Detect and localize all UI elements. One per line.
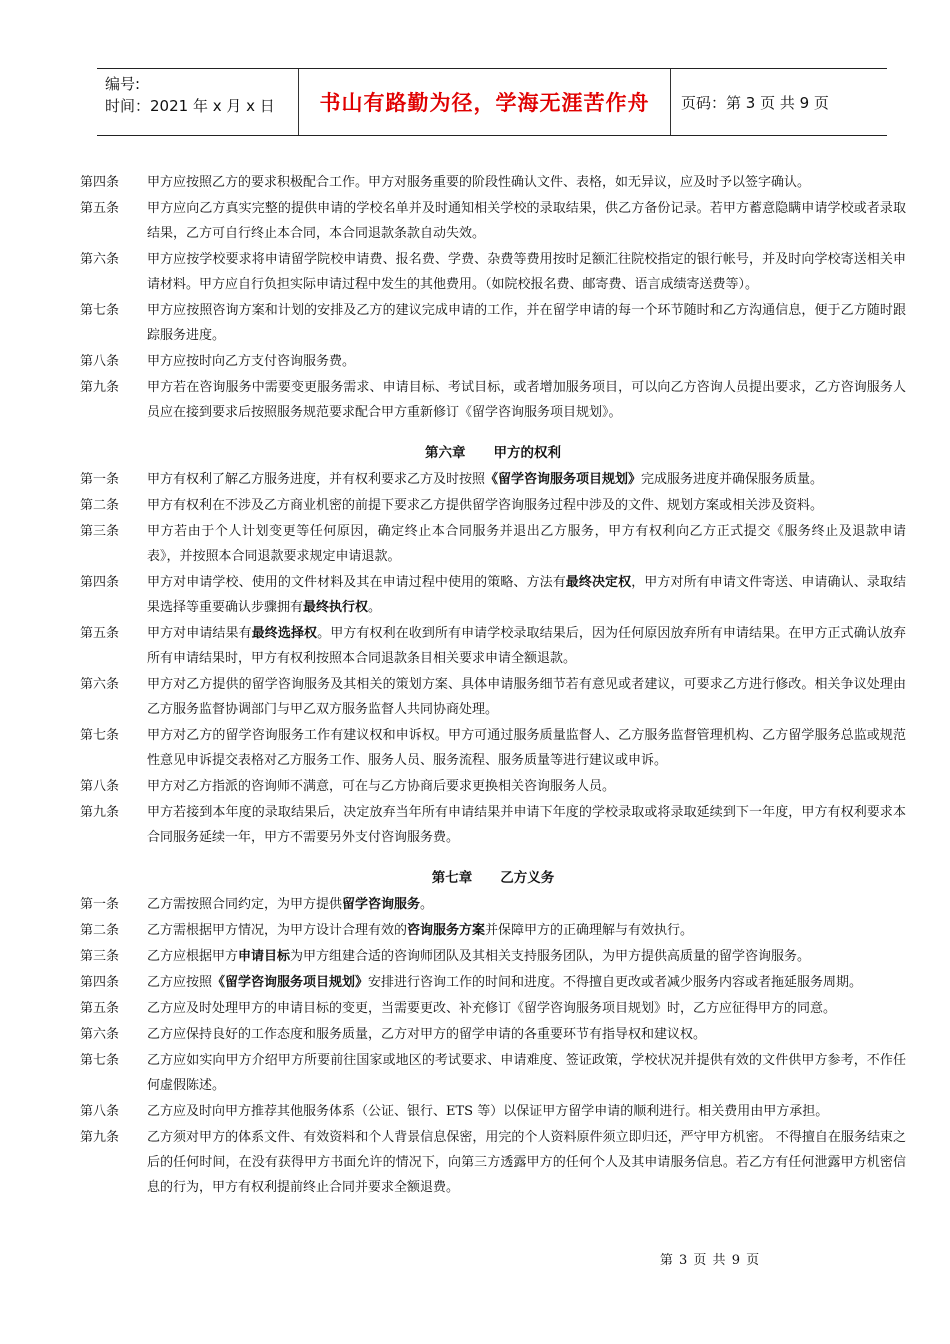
article-number: 第八条 — [80, 354, 120, 369]
article — [80, 996, 906, 1021]
article-text — [147, 349, 906, 374]
chapter-7-title: 乙方义务 — [500, 870, 555, 886]
emphasis-text: 最终选择权 — [251, 626, 318, 641]
header-motto: 书山有路勤为径，学海无涯苦作舟 — [298, 69, 671, 135]
article — [80, 493, 906, 518]
article-number: 第八条 — [80, 779, 120, 794]
text-segment: 甲方对申请学校、使用的文件材料及其在申请过程中使用的策略、方法有 — [147, 575, 566, 590]
article — [80, 375, 906, 425]
page-footer — [0, 1249, 950, 1268]
article — [80, 621, 906, 671]
article-number: 第二条 — [80, 498, 120, 513]
text-segment: 并保障甲方的正确理解与有效执行。 — [485, 923, 694, 938]
chapter-7-heading — [80, 866, 906, 891]
emphasis-text: 最终执行权 — [303, 600, 369, 615]
emphasis-text: 《留学咨询服务项目规划》 — [485, 472, 642, 487]
text-segment: 甲方对申请结果有 — [147, 626, 252, 641]
text-segment: 乙方应如实向甲方介绍甲方所要前往国家或地区的考试要求、申请难度、签证政策，学校状况并提供有效的文件供甲方参考，不作任何虚假陈述。 — [147, 1053, 906, 1093]
text-segment: 为甲方组建合适的咨询师团队及其相关支持服务团队，为甲方提供高质量的留学咨询服务。 — [290, 949, 811, 964]
emphasis-text: 留学咨询服务 — [342, 897, 421, 912]
emphasis-text: 《留学咨询服务项目规划》 — [212, 975, 369, 990]
emphasis-text: 最终决定权 — [565, 575, 632, 590]
article-text — [147, 1099, 906, 1124]
article-number: 第七条 — [80, 1053, 120, 1068]
article-text — [147, 519, 906, 569]
text-segment: 。 — [368, 600, 382, 615]
text-segment: 甲方对乙方指派的咨询师不满意，可在与乙方协商后要求更换相关咨询服务人员。 — [147, 779, 616, 794]
text-segment: 乙方应保持良好的工作态度和服务质量，乙方对甲方的留学申请的各重要环节有指导权和建议权。 — [147, 1027, 707, 1042]
text-segment: 完成服务进度并确保服务质量。 — [641, 472, 824, 487]
article — [80, 170, 906, 195]
article-number: 第三条 — [80, 949, 120, 964]
header-page-label: 页码：第 3 页 共 9 页 — [681, 93, 829, 112]
document-number-label: 编号: — [105, 75, 141, 93]
article-number: 第二条 — [80, 923, 120, 938]
article — [80, 196, 906, 246]
article-number: 第六条 — [80, 252, 120, 267]
text-segment: 乙方须对甲方的体系文件、有效资料和个人背景信息保密，用完的个人资料原件须立即归还，严守甲方机密。 不得擅自在服务结束之后的任何时间，在没有获得甲方书面允许的情况下，向第三方透露甲方的任何个人及其申请服务信息。若乙方有任何泄露甲方机密信息的行为，甲方有权利提前终止合同并要求全额退费。 — [147, 1130, 906, 1195]
article-text — [147, 892, 906, 917]
footer-page-number: 第 3 页 共 9 页 — [659, 1253, 761, 1268]
article-number: 第九条 — [80, 805, 120, 820]
article — [80, 800, 906, 850]
article-number: 第四条 — [80, 975, 120, 990]
article — [80, 467, 906, 492]
text-segment: 安排进行咨询工作的时间和进度。不得擅自更改或者减少服务内容或者拖延服务周期。 — [368, 975, 863, 990]
article — [80, 944, 906, 969]
text-segment: 甲方有权利了解乙方服务进度，并有权利要求乙方及时按照 — [147, 472, 486, 487]
article-number: 第六条 — [80, 677, 120, 692]
article-number: 第九条 — [80, 1130, 120, 1145]
chapter-7-number: 第七章 — [431, 870, 473, 886]
article-text — [147, 1048, 906, 1098]
article-text — [147, 170, 906, 195]
text-segment: 。甲方有权利在收到所有申请学校录取结果后，因为任何原因放弃所有申请结果。在甲方正式确认放弃所有申请结果时，甲方有权利按照本合同退款条目相关要求申请全额退款。 — [147, 626, 906, 666]
page-header — [97, 68, 887, 136]
article — [80, 1022, 906, 1047]
article-text — [147, 493, 906, 518]
text-segment: 甲方应按照咨询方案和计划的安排及乙方的建议完成申请的工作，并在留学申请的每一个环节随时和乙方沟通信息，便于乙方随时跟踪服务进度。 — [147, 303, 906, 343]
article-text — [147, 621, 906, 671]
article — [80, 570, 906, 620]
text-segment: 乙方需按照合同约定，为甲方提供 — [147, 897, 343, 912]
article-text — [147, 1022, 906, 1047]
article-number: 第五条 — [80, 201, 120, 216]
article-text — [147, 298, 906, 348]
article — [80, 774, 906, 799]
article-text — [147, 944, 906, 969]
article-number: 第四条 — [80, 575, 120, 590]
text-segment: 甲方应按学校要求将申请留学院校申请费、报名费、学费、杂费等费用按时足额汇往院校指定的银行帐号，并及时向学校寄送相关申请材料。甲方应自行负担实际申请过程中发生的其他费用。（如院校报名费、邮寄费、语言成绩寄送费等）。 — [147, 252, 906, 292]
article — [80, 1048, 906, 1098]
text-segment: 甲方若接到本年度的录取结果后，决定放弃当年所有申请结果并申请下年度的学校录取或将录取延续到下一年度，甲方有权利要求本合同服务延续一年，甲方不需要另外支付咨询服务费。 — [147, 805, 906, 845]
article-text — [147, 247, 906, 297]
text-segment: 。 — [420, 897, 434, 912]
article — [80, 892, 906, 917]
document-body — [80, 170, 906, 1201]
article-text — [147, 467, 906, 492]
chapter-6-articles — [80, 467, 906, 850]
article-number: 第三条 — [80, 524, 120, 539]
article — [80, 1099, 906, 1124]
section-continued — [80, 170, 906, 425]
article — [80, 247, 906, 297]
text-segment: 甲方应按照乙方的要求积极配合工作。甲方对服务重要的阶段性确认文件、表格，如无异议，应及时予以签字确认。 — [147, 175, 811, 190]
text-segment: 乙方应及时向甲方推荐其他服务体系（公证、银行、ETS 等）以保证甲方留学申请的顺利进行。相关费用由甲方承担。 — [147, 1104, 829, 1119]
article-text — [147, 375, 906, 425]
article-text — [147, 774, 906, 799]
article-text — [147, 970, 906, 995]
article — [80, 349, 906, 374]
article-number: 第一条 — [80, 897, 120, 912]
article — [80, 970, 906, 995]
article-number: 第四条 — [80, 175, 120, 190]
text-segment: ，甲方对所有申请文件寄送、申请确认、录取结果选择等重要确认步骤拥有 — [147, 575, 906, 615]
text-segment: 甲方有权利在不涉及乙方商业机密的前提下要求乙方提供留学咨询服务过程中涉及的文件、规划方案或相关涉及资料。 — [147, 498, 824, 513]
chapter-6-title: 甲方的权利 — [493, 445, 561, 461]
text-segment: 乙方需根据甲方情况，为甲方设计合理有效的 — [147, 923, 408, 938]
article-text — [147, 570, 906, 620]
article-text — [147, 723, 906, 773]
text-segment: 乙方应按照 — [147, 975, 213, 990]
article-number: 第五条 — [80, 1001, 120, 1016]
text-segment: 甲方对乙方提供的留学咨询服务及其相关的策划方案、具体申请服务细节若有意见或者建议，可要求乙方进行修改。相关争议处理由乙方服务监督协调部门与甲乙双方服务监督人共同协商处理。 — [147, 677, 906, 717]
article-text — [147, 800, 906, 850]
article-text — [147, 996, 906, 1021]
article-number: 第九条 — [80, 380, 120, 395]
chapter-7-articles — [80, 892, 906, 1200]
text-segment: 甲方应按时向乙方支付咨询服务费。 — [147, 354, 356, 369]
article-number: 第八条 — [80, 1104, 120, 1119]
article-number: 第一条 — [80, 472, 120, 487]
article-number: 第七条 — [80, 303, 120, 318]
text-segment: 甲方若在咨询服务中需要变更服务需求、申请目标、考试目标，或者增加服务项目，可以向乙方咨询人员提出要求，乙方咨询服务人员应在接到要求后按照服务规范要求配合甲方重新修订《留学咨询服务项目规划》。 — [147, 380, 906, 420]
article — [80, 519, 906, 569]
article-number: 第七条 — [80, 728, 120, 743]
article — [80, 918, 906, 943]
chapter-6-number: 第六章 — [425, 445, 466, 461]
document-time-label: 时间：2021 年 x 月 x 日 — [105, 97, 275, 115]
article — [80, 723, 906, 773]
article — [80, 298, 906, 348]
text-segment: 乙方应及时处理甲方的申请目标的变更，当需要更改、补充修订《留学咨询服务项目规划》时，乙方应征得甲方的同意。 — [147, 1001, 837, 1016]
article-text — [147, 672, 906, 722]
article — [80, 1125, 906, 1200]
text-segment: 甲方若由于个人计划变更等任何原因，确定终止本合同服务并退出乙方服务，甲方有权利向乙方正式提交《服务终止及退款申请表》，并按照本合同退款要求规定申请退款。 — [147, 524, 906, 564]
header-meta — [97, 69, 298, 135]
text-segment: 甲方应向乙方真实完整的提供申请的学校名单并及时通知相关学校的录取结果，供乙方备份记录。若甲方蓄意隐瞒申请学校或者录取结果，乙方可自行终止本合同，本合同退款条款自动失效。 — [147, 201, 906, 241]
article — [80, 672, 906, 722]
chapter-6-heading — [80, 441, 906, 466]
emphasis-text: 申请目标 — [238, 949, 291, 964]
article-text — [147, 918, 906, 943]
article-number: 第六条 — [80, 1027, 120, 1042]
text-segment: 甲方对乙方的留学咨询服务工作有建议权和申诉权。甲方可通过服务质量监督人、乙方服务监督管理机构、乙方留学服务总监或规范性意见申诉提交表格对乙方服务工作、服务人员、服务流程、服务质量等进行建议或申诉。 — [147, 728, 906, 768]
article-text — [147, 196, 906, 246]
article-text — [147, 1125, 906, 1200]
emphasis-text: 咨询服务方案 — [407, 923, 486, 938]
text-segment: 乙方应根据甲方 — [147, 949, 239, 964]
article-number: 第五条 — [80, 626, 120, 641]
